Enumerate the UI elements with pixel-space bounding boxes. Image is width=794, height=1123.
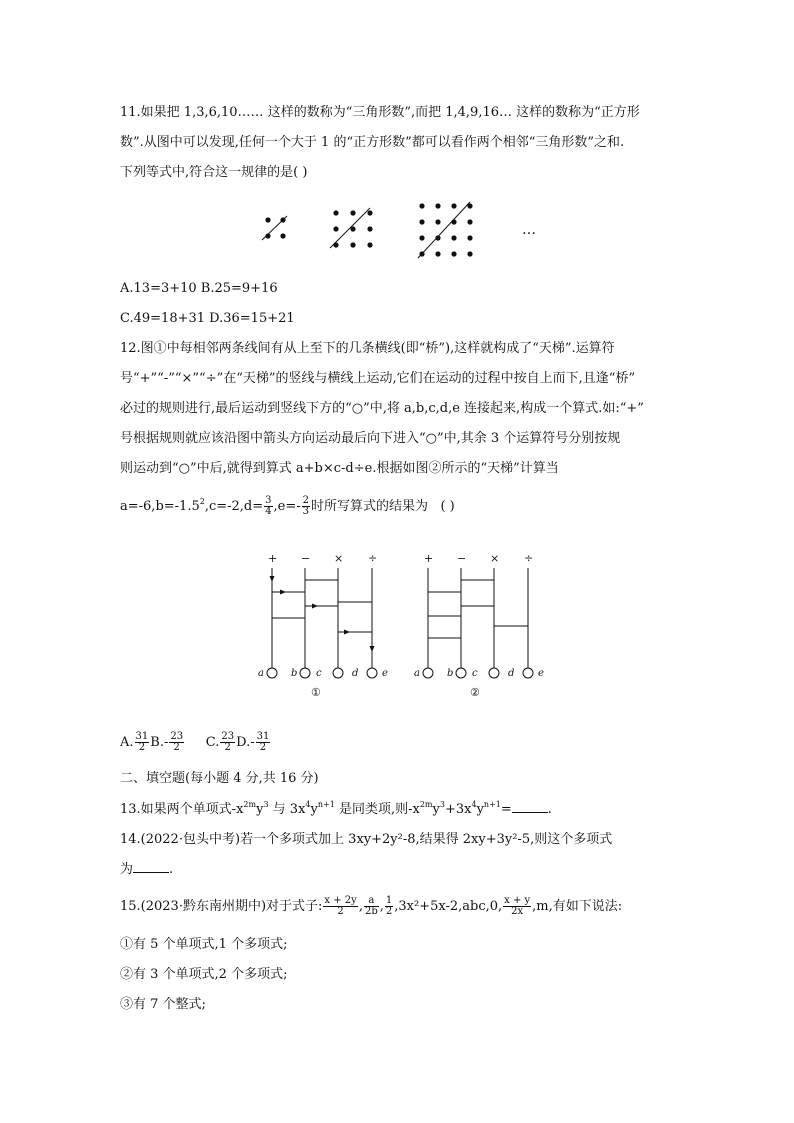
q11-line-1: 11.如果把 1,3,6,10…… 这样的数称为“三角形数”,而把 1,4,9,16… 这样的数称为“正方形	[120, 105, 640, 120]
q13-mid7: y	[476, 802, 484, 817]
q15-frac-3-num: 1	[385, 895, 393, 906]
q15-statement-1: ①有 5 个单项式,1 个多项式;	[120, 937, 288, 952]
fig1-op-minus: −	[301, 552, 311, 565]
q13-answer-blank[interactable]	[512, 800, 548, 813]
q12-opt-d-frac	[256, 732, 271, 753]
q12-cond-b: ,c=-2,d=	[204, 499, 264, 514]
q12-condition	[120, 496, 455, 517]
q15-sep2: ,	[379, 899, 384, 914]
q12-frac-d-num: 3	[265, 495, 272, 506]
section-2-title: 二、填空题(每小题 4 分,共 16 分)	[120, 771, 319, 786]
fig1-var-c: c	[316, 668, 322, 679]
q13-mid6: +3x	[444, 802, 472, 817]
q14-line2-post: .	[169, 862, 174, 877]
q12-opt-a-den: 2	[138, 742, 146, 753]
q12-cond-c: ,e=-	[273, 499, 301, 514]
q15-post: ,m,有如下说法:	[532, 899, 623, 914]
q12-answer-paren: ( )	[440, 499, 455, 514]
q15-frac-1-den: 2	[337, 906, 344, 917]
sky-ladder-2	[414, 552, 544, 699]
fig2-var-c: c	[472, 668, 478, 679]
q12-opt-b: B.-	[150, 735, 169, 750]
dot-grid-2	[262, 216, 287, 240]
q12-frac-d	[264, 496, 272, 517]
fig2-var-d: d	[508, 668, 515, 679]
fig2-op-divide: ÷	[524, 552, 534, 565]
q15-statement-3: ③有 7 个整式;	[120, 997, 206, 1012]
q13-line	[120, 800, 552, 820]
q12-opt-c-den: 2	[224, 742, 231, 753]
q12-opt-a-frac	[135, 732, 150, 753]
fig2-label: ②	[470, 686, 480, 699]
fig2-var-a: a	[414, 668, 420, 679]
q12-line-2: 号“+”“-”“×”“÷”在“天梯”的竖线与横线上运动,它们在运动的过程中按自上而下,且逢“桥”	[120, 371, 636, 386]
q12-options	[120, 732, 271, 753]
q13-sup7: 4	[471, 800, 477, 809]
fig2-var-b: b	[447, 668, 454, 679]
q14-line2-pre: 为	[120, 862, 134, 877]
q12-opt-d-num: 31	[256, 731, 270, 742]
q15-frac-3-den: 2	[385, 906, 393, 917]
q14-answer-blank[interactable]	[133, 860, 169, 873]
fig1-var-e: e	[382, 668, 388, 679]
q13-sup3: 4	[305, 800, 311, 809]
q15-frac-1	[323, 896, 357, 917]
q12-frac-e-den: 3	[302, 506, 310, 517]
q15-frac-4-num: x + y	[504, 895, 531, 906]
q12-opt-a-num: 31	[135, 731, 149, 742]
q13-sup1: 2m	[243, 800, 257, 809]
q13-sup5: 2m	[419, 800, 433, 809]
q15-frac-2-num: a	[364, 896, 379, 907]
q12-cond-sup: 2	[199, 497, 205, 506]
fig1-var-b: b	[291, 668, 298, 679]
q15-line	[120, 896, 622, 917]
q13-mid5: y	[432, 802, 440, 817]
q12-cond-a: a=-6,b=-1.5	[120, 499, 200, 514]
q13-pre: 13.如果两个单项式-x	[120, 802, 244, 817]
q15-pre: 15.(2023·黔东南州期中)对于式子:	[120, 899, 323, 914]
q15-frac-1-num: x + 2y	[324, 895, 357, 906]
fig2-op-plus: +	[424, 552, 434, 565]
q12-opt-b-frac	[169, 732, 184, 753]
q15-mid: ,3x²+5x-2,abc,0,	[394, 899, 503, 914]
fig1-op-divide: ÷	[368, 552, 378, 565]
fig2-var-e: e	[538, 668, 544, 679]
q15-sep1: ,	[358, 899, 363, 914]
q15-frac-4-den: 2x	[511, 906, 524, 917]
q12-opt-c-num: 23	[221, 731, 235, 742]
q12-line-3: 必过的规则进行,最后运动到竖线下方的“○”中,将 a,b,c,d,e 连接起来,构成一个算式.如:“+”	[120, 401, 644, 416]
fig1-op-times: ×	[334, 552, 344, 565]
sky-ladder-figures	[250, 548, 560, 706]
q12-frac-d-den: 4	[265, 506, 272, 517]
fig2-op-times: ×	[490, 552, 500, 565]
q11-options-cd: C.49=18+31 D.36=15+21	[120, 311, 295, 326]
dot-grid-3	[330, 208, 373, 248]
q13-sup8: n+1	[483, 800, 501, 809]
q15-frac-3	[385, 896, 393, 917]
q12-opt-b-num: 23	[170, 731, 184, 742]
q15-statement-2: ②有 3 个单项式,2 个多项式;	[120, 967, 288, 982]
q13-mid4: 是同类项,则-x	[334, 802, 420, 817]
q12-opt-d: D.-	[236, 735, 255, 750]
dot-figure-ellipsis: …	[522, 222, 536, 238]
q11-line-2: 数”.从图中可以发现,任何一个大于 1 的“正方形数”都可以看作两个相邻“三角形数”之和.	[120, 135, 625, 150]
q13-mid2: 与 3x	[268, 802, 306, 817]
q11-line-3: 下列等式中,符合这一规律的是( )	[120, 165, 308, 180]
dot-grid-4	[418, 202, 473, 258]
q12-opt-d-den: 2	[259, 742, 267, 753]
q12-frac-e-num: 2	[302, 495, 310, 506]
q12-opt-a: A.	[120, 735, 134, 750]
q14-line-1: 14.(2022·包头中考)若一个多项式加上 3xy+2y²-8,结果得 2xy+3y²-5,则这个多项式	[120, 832, 613, 847]
q13-post: =	[500, 802, 512, 817]
q13-mid1: y	[256, 802, 264, 817]
q13-sup4: n+1	[317, 800, 335, 809]
dot-figure	[250, 198, 570, 262]
q12-line-1: 12.图①中每相邻两条线间有从上至下的几条横线(即“桥”),这样就构成了“天梯”.运算符	[120, 341, 615, 356]
q13-sup2: 3	[263, 800, 269, 809]
sky-ladder-1	[258, 552, 388, 699]
q15-frac-4	[503, 896, 531, 917]
q12-frac-e	[302, 496, 310, 517]
q14-line-2	[120, 860, 173, 880]
q12-opt-c: C.	[205, 735, 220, 750]
q13-sup6: 3	[439, 800, 445, 809]
q12-opt-b-den: 2	[173, 742, 180, 753]
q12-cond-d: 时所写算式的结果为	[311, 499, 429, 514]
q13-end: .	[547, 802, 552, 817]
fig1-op-plus: +	[268, 552, 278, 565]
fig1-var-a: a	[258, 668, 264, 679]
q12-line-4: 号根据规则就应该沿图中箭头方向运动最后向下进入“○”中,其余 3 个运算符号分别按规	[120, 431, 621, 446]
q11-options-ab: A.13=3+10 B.25=9+16	[120, 281, 278, 296]
q13-mid3: y	[310, 802, 318, 817]
q12-opt-c-frac	[220, 732, 235, 753]
fig1-label: ①	[311, 686, 321, 699]
fig2-op-minus: −	[457, 552, 467, 565]
q12-line-5: 则运动到“○”中后,就得到算式 a+b×c-d÷e.根据如图②所示的“天梯”计算当	[120, 461, 559, 476]
q15-frac-2-den: 2b	[364, 906, 378, 917]
fig1-var-d: d	[352, 668, 359, 679]
q15-frac-2	[364, 896, 379, 917]
